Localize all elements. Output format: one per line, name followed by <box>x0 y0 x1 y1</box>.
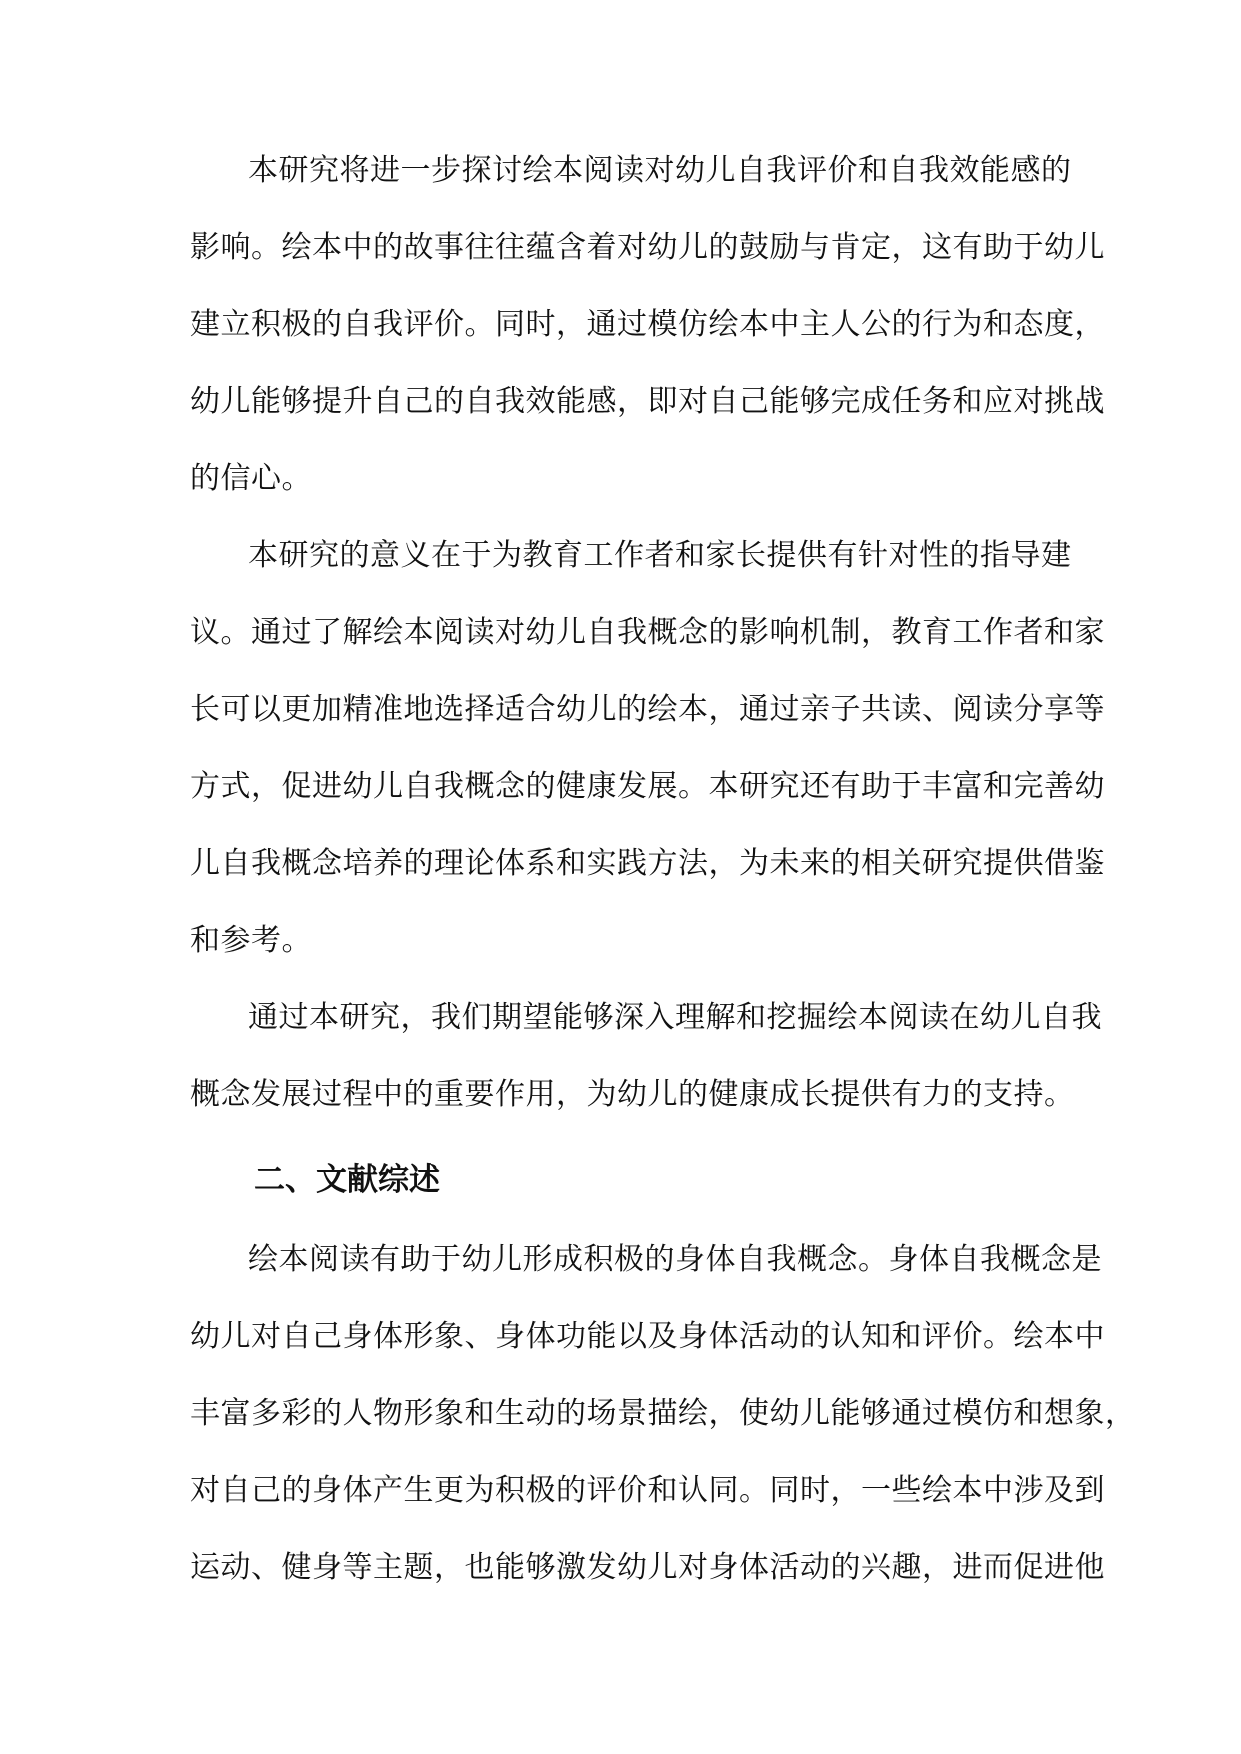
paragraph-1-line-1: 本研究将进一步探讨绘本阅读对幼儿自我评价和自我效能感的 <box>248 153 1072 188</box>
paragraph-2-line-1: 本研究的意义在于为教育工作者和家长提供有针对性的指导建 <box>248 538 1072 573</box>
paragraph-1-line-5: 的信心。 <box>190 461 312 496</box>
paragraph-1-line-2: 影响。绘本中的故事往往蕴含着对幼儿的鼓励与肯定，这有助于幼儿 <box>190 230 1105 265</box>
paragraph-2-line-6: 和参考。 <box>190 923 312 958</box>
paragraph-2-line-2: 议。通过了解绘本阅读对幼儿自我概念的影响机制，教育工作者和家 <box>190 615 1105 650</box>
paragraph-1-line-4: 幼儿能够提升自己的自我效能感，即对自己能够完成任务和应对挑战 <box>190 384 1105 419</box>
paragraph-2-line-3: 长可以更加精准地选择适合幼儿的绘本，通过亲子共读、阅读分享等 <box>190 692 1105 727</box>
section-paragraph-line-1: 绘本阅读有助于幼儿形成积极的身体自我概念。身体自我概念是 <box>248 1242 1102 1277</box>
paragraph-2-line-5: 儿自我概念培养的理论体系和实践方法，为未来的相关研究提供借鉴 <box>190 846 1105 881</box>
section-paragraph-line-3: 丰富多彩的人物形象和生动的场景描绘，使幼儿能够通过模仿和想象， <box>190 1396 1136 1431</box>
paragraph-3-line-2: 概念发展过程中的重要作用，为幼儿的健康成长提供有力的支持。 <box>190 1077 1075 1112</box>
paragraph-2-line-4: 方式，促进幼儿自我概念的健康发展。本研究还有助于丰富和完善幼 <box>190 769 1105 804</box>
section-heading: 二、文献综述 <box>254 1162 440 1198</box>
paragraph-1-line-3: 建立积极的自我评价。同时，通过模仿绘本中主人公的行为和态度， <box>190 307 1105 342</box>
paragraph-3-line-1: 通过本研究，我们期望能够深入理解和挖掘绘本阅读在幼儿自我 <box>248 1000 1102 1035</box>
section-paragraph-line-2: 幼儿对自己身体形象、身体功能以及身体活动的认知和评价。绘本中 <box>190 1319 1105 1354</box>
section-paragraph-line-5: 运动、健身等主题，也能够激发幼儿对身体活动的兴趣，进而促进他 <box>190 1550 1105 1585</box>
section-paragraph-line-4: 对自己的身体产生更为积极的评价和认同。同时，一些绘本中涉及到 <box>190 1473 1105 1508</box>
